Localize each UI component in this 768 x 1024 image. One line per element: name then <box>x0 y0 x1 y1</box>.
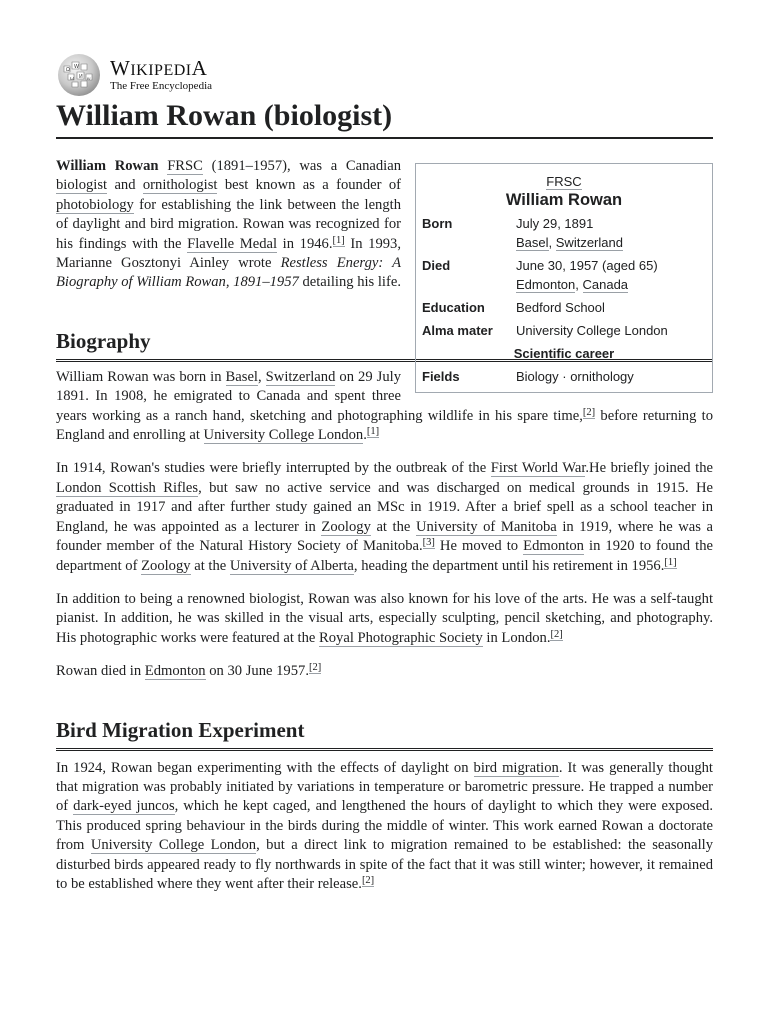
biography-paragraph-4: Rowan died in Edmonton on 30 June 1957.[2] <box>56 662 322 680</box>
ucl-link[interactable]: University College London <box>203 427 364 444</box>
infobox <box>415 163 713 393</box>
book-title: Restless Energy: A Biography of William Rowan, 1891–1957 <box>56 255 401 291</box>
edmonton-link[interactable]: Edmonton <box>523 538 584 555</box>
alma-mater-value: University College London <box>516 323 668 338</box>
scientific-career-header: Scientific career <box>513 346 615 361</box>
svg-text:ש: ש <box>87 76 91 82</box>
first-world-war-link[interactable]: First World War <box>490 460 586 477</box>
reference-link[interactable]: [2] <box>308 662 322 674</box>
reference-link[interactable]: [1] <box>332 234 345 246</box>
reference-link[interactable]: [2] <box>582 406 596 418</box>
site-logo[interactable] <box>56 52 713 98</box>
basel-link[interactable]: Basel <box>225 368 258 385</box>
svg-text:Ω: Ω <box>66 67 70 73</box>
fields-label: Fields <box>422 369 460 384</box>
infobox-title: William Rowan <box>505 191 623 209</box>
infobox-honorific <box>422 172 706 191</box>
bird-migration-link[interactable]: bird migration <box>473 759 559 776</box>
born-country-link[interactable]: Switzerland <box>555 235 623 250</box>
biography-heading: Biography <box>56 328 713 362</box>
alma-mater-label: Alma mater <box>422 323 493 338</box>
site-name: WIKIPEDIA <box>110 56 208 80</box>
ornithologist-link[interactable]: ornithologist <box>142 177 218 194</box>
died-date: June 30, 1957 (aged 65) <box>516 258 658 273</box>
wikipedia-globe-icon <box>54 52 104 98</box>
university-of-alberta-link[interactable]: University of Alberta <box>229 557 354 574</box>
svg-text:ω: ω <box>70 76 75 82</box>
university-of-manitoba-link[interactable]: University of Manitoba <box>415 518 557 535</box>
infobox-row-alma-mater <box>422 321 706 340</box>
reference-link[interactable]: [1] <box>664 556 677 568</box>
biography-paragraph-2: In 1914, Rowan's studies were briefly interrupted by the outbreak of the First World War.He briefly joined the London Scottish Rifles, but saw no active service and was discharged on medical grounds in 1915. He graduated in 1917 and after further study gained an MSc in 1919. After a brief spell as a school teacher in England, he was appointed as a lecturer in Zoology at the University of Manitoba in 1919, where he was a founder member of the Natural History Society of Manitoba.[3] He moved to Edmonton in 1920 to found the department of Zoology at the University of Alberta, heading the department until his retirement in 1956.[1] <box>56 460 713 574</box>
london-scottish-rifles-link[interactable]: London Scottish Rifles <box>56 479 199 496</box>
zoology-link[interactable]: Zoology <box>321 518 371 535</box>
wordmark <box>110 58 212 92</box>
died-city-link[interactable]: Edmonton <box>516 277 576 292</box>
svg-text:И: И <box>79 74 83 80</box>
infobox-row-education <box>422 298 706 317</box>
frsc-inline-link[interactable]: FRSC <box>167 158 203 174</box>
born-date: July 29, 1891 <box>516 216 594 231</box>
article-title: William Rowan (biologist) <box>56 98 713 139</box>
reference-link[interactable]: [3] <box>422 537 435 549</box>
reference-link[interactable]: [2] <box>550 628 563 640</box>
ucl-link[interactable]: University College London <box>90 837 257 854</box>
education-label: Education <box>422 300 485 315</box>
reference-link[interactable]: [1] <box>366 426 380 438</box>
infobox-row-died <box>422 256 706 294</box>
edmonton-link[interactable]: Edmonton <box>144 663 206 680</box>
died-country-link[interactable]: Canada <box>582 277 629 292</box>
infobox-row-fields <box>422 367 706 386</box>
biography-paragraph-1: William Rowan was born in Basel, Switzerland on 29 July 1891. In 1908, he emigrated to Canada and spent three years working as a ranch hand, sketching and photographing wildlife in his spare time,[2] before returning to England and enrolling at University College London.[1] <box>56 368 713 444</box>
bird-migration-heading: Bird Migration Experiment <box>56 717 713 751</box>
born-label: Born <box>422 216 453 231</box>
flavelle-medal-link[interactable]: Flavelle Medal <box>187 235 278 252</box>
article-body <box>56 157 713 894</box>
infobox-row-born <box>422 214 706 252</box>
frsc-link[interactable]: FRSC <box>546 174 582 189</box>
intro-paragraph: William Rowan FRSC (1891–1957), was a Canadian biologist and ornithologist best known as a founder of photobiology for establishing the link between the length of daylight and bird migration. Rowan was recognized for his findings with the Flavelle Medal in 1946.[1] In 1993, Marianne Gosztonyi Ainley wrote Restless Energy: A Biography of William Rowan, 1891–1957 detailing his life. <box>56 158 401 291</box>
born-value: July 29, 1891 Basel, Switzerland <box>516 214 706 252</box>
biologist-link[interactable]: biologist <box>56 177 108 194</box>
royal-photographic-society-link[interactable]: Royal Photographic Society <box>319 629 483 646</box>
dark-eyed-juncos-link[interactable]: dark-eyed juncos <box>73 798 175 815</box>
biography-paragraph-3: In addition to being a renowned biologist, Rowan was also known for his love of the arts. He was a self-taught pianist. In addition, he was skilled in the visual arts, especially sculpting, pencil sketching, and photography. His photographic works were featured at the Royal Photographic Society in London.[2] <box>56 590 713 646</box>
born-city-link[interactable]: Basel <box>516 235 549 250</box>
site-tagline: The Free Encyclopedia <box>110 80 213 92</box>
subject-name: William Rowan <box>56 158 159 174</box>
fields-value: Biology · ornithology <box>516 369 634 384</box>
switzerland-link[interactable]: Switzerland <box>265 368 336 385</box>
migration-paragraph-1: In 1924, Rowan began experimenting with the effects of daylight on bird migration. It was generally thought that migration was probably initiated by variations in temperature or barometric pressure. He trapped a number of dark-eyed juncos, which he kept caged, and lengthened the hours of daylight to which they were exposed. This produced spring behaviour in the birds during the middle of winter. This work earned Rowan a doctorate from University College London, but a direct link to migration remained to be established: the seasonally disturbed birds appeared ready to fly northwards in spite of the fact that it was still winter; however, it remained to be established where they went after their release.[2] <box>56 759 713 892</box>
photobiology-link[interactable]: photobiology <box>56 196 134 213</box>
svg-text:W: W <box>74 64 79 70</box>
education-value: Bedford School <box>516 300 605 315</box>
page <box>56 52 713 908</box>
zoology-link[interactable]: Zoology <box>141 557 191 574</box>
died-value: June 30, 1957 (aged 65) Edmonton, Canada <box>516 256 706 294</box>
died-label: Died <box>422 258 451 273</box>
reference-link[interactable]: [2] <box>361 874 375 886</box>
